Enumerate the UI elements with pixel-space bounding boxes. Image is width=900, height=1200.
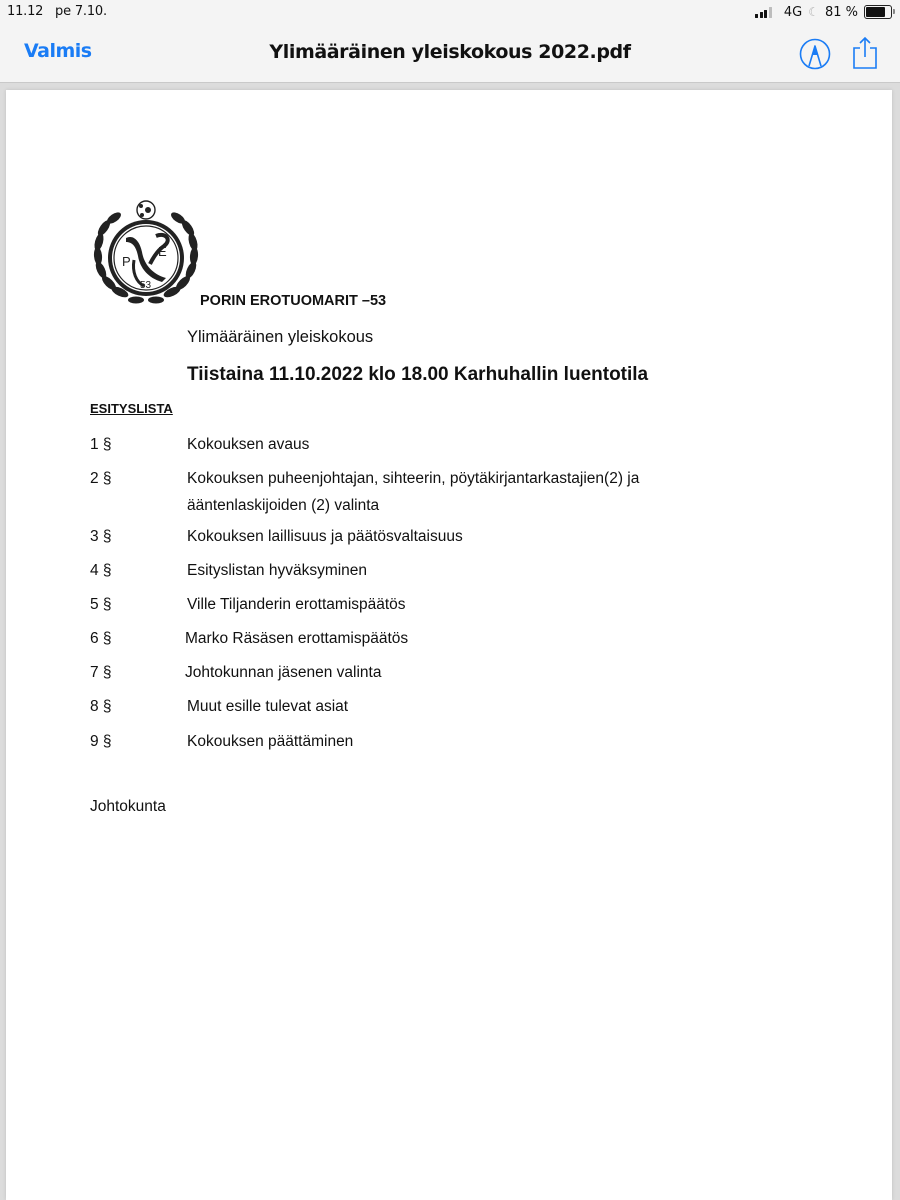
organization-name: PORIN EROTUOMARIT –53 [200,293,387,309]
meeting-type: Ylimääräinen yleiskokous [187,328,374,346]
cellular-signal-icon [755,7,772,18]
svg-text:E: E [158,244,167,259]
agenda-item-text: Muut esille tulevat asiat [187,698,349,715]
agenda-item-number: 5 § [90,596,112,613]
network-type: 4G [783,4,803,20]
agenda-item-number: 6 § [90,630,112,647]
agenda-item-text: Kokouksen avaus [187,436,310,453]
battery-fill [866,7,885,17]
markup-pen-icon[interactable] [799,38,831,70]
status-date: pe 7.10. [55,4,107,19]
battery-icon [864,5,892,19]
status-time: 11.12 [7,4,44,19]
agenda-heading: ESITYSLISTA [90,401,173,416]
document-title: Ylimääräinen yleiskokous 2022.pdf [269,41,631,63]
agenda-item-number: 7 § [90,664,112,681]
share-icon[interactable] [852,36,878,70]
navigation-bar [0,0,900,83]
meeting-time-and-place: Tiistaina 11.10.2022 klo 18.00 Karhuhallin luentotila [187,364,649,385]
done-button[interactable]: Valmis [24,40,92,62]
agenda-item-number: 8 § [90,698,112,715]
pdf-page [6,90,892,1200]
signature: Johtokunta [90,798,166,815]
status-bar-left [7,4,107,19]
svg-text:P: P [122,254,131,269]
agenda-item-text: Marko Räsäsen erottamispäätös [185,630,409,647]
agenda-item-number: 4 § [90,562,112,579]
status-bar-right [755,3,892,21]
agenda-item-text: Johtokunnan jäsenen valinta [185,664,382,681]
agenda-item-text: Kokouksen päättäminen [187,733,354,750]
battery-percent: 81 % [824,4,858,20]
club-logo [90,194,202,306]
svg-text:53: 53 [140,280,152,291]
agenda-item-text: Ville Tiljanderin erottamispäätös [187,596,406,613]
agenda-item-text: Esityslistan hyväksyminen [187,562,368,579]
agenda-item-number: 3 § [90,528,112,545]
agenda-item-text: Kokouksen puheenjohtajan, sihteerin, pöytäkirjantarkastajien(2) ja ääntenlaskijoiden (2) valinta [187,470,640,514]
agenda-item-number: 2 § [90,470,112,487]
document-content [6,90,892,1200]
agenda-item-number: 1 § [90,436,112,453]
agenda-item-number: 9 § [90,733,112,750]
agenda-item-text: Kokouksen laillisuus ja päätösvaltaisuus [187,528,463,545]
do-not-disturb-icon: ☾ [808,5,819,19]
